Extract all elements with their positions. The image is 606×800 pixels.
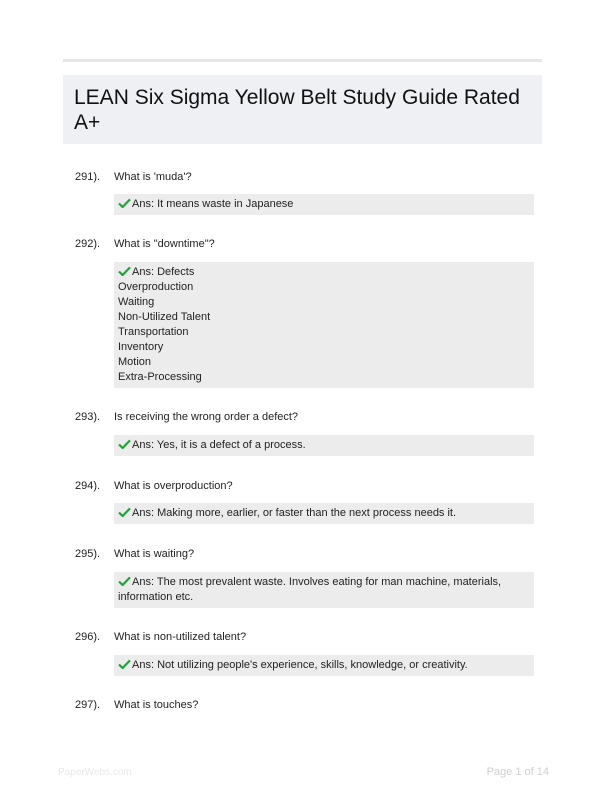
qa-item-294 (63, 479, 542, 519)
question-row (63, 237, 542, 253)
answer-line: Ans: Making more, earlier, or faster than the next process needs it. (118, 506, 531, 521)
question-number: 297). (75, 699, 101, 711)
qa-item-296 (63, 630, 542, 671)
qa-item-295 (63, 547, 542, 603)
footer-watermark: PaperWebs.com (58, 767, 132, 778)
check-icon (118, 576, 131, 586)
qa-item-291 (63, 170, 542, 210)
page-title: LEAN Six Sigma Yellow Belt Study Guide Rated A+ (74, 86, 520, 134)
question-text: What is non-utilized talent? (114, 631, 247, 643)
answer-line: Ans: It means waste in Japanese (118, 197, 531, 212)
answer-line: Inventory (118, 341, 164, 353)
answer-line: Ans: Yes, it is a defect of a process. (118, 438, 531, 453)
answer-line: Extra-Processing (118, 371, 202, 383)
answer-line: Non-Utilized Talent (118, 311, 211, 323)
question-text: What is touches? (114, 699, 199, 711)
answer-box (114, 435, 534, 456)
question-number: 296). (75, 631, 101, 643)
question-text: What is "downtime"? (114, 238, 215, 250)
check-icon (118, 198, 131, 208)
question-text: Is receiving the wrong order a defect? (114, 411, 299, 423)
answer-line: Ans: The most prevalent waste. Involves eating for man machine, materials, (118, 575, 531, 590)
answer-box (114, 194, 534, 215)
page-number: Page 1 of 14 (486, 766, 549, 778)
question-row (63, 479, 542, 495)
question-row (63, 410, 542, 426)
question-number: 294). (75, 480, 101, 492)
question-number: 291). (75, 171, 101, 183)
answer-line: information etc. (118, 591, 194, 603)
question-number: 293). (75, 411, 101, 423)
question-text: What is overproduction? (114, 480, 233, 492)
question-text: What is 'muda'? (114, 171, 192, 183)
check-icon (118, 659, 131, 669)
answer-box (114, 262, 534, 388)
question-number: 295). (75, 548, 101, 560)
question-number: 292). (75, 238, 101, 250)
check-icon (118, 439, 131, 449)
answer-line: Motion (118, 356, 152, 368)
top-divider (63, 59, 542, 62)
qa-item-293 (63, 410, 542, 451)
answer-box (114, 655, 534, 676)
answer-box (114, 572, 534, 608)
answer-line: Ans: Not utilizing people's experience, skills, knowledge, or creativity. (118, 658, 531, 673)
title-banner (63, 75, 542, 144)
check-icon (118, 507, 131, 517)
answer-line: Waiting (118, 296, 155, 308)
answer-line: Transportation (118, 326, 189, 338)
qa-item-292 (63, 237, 542, 383)
question-text: What is waiting? (114, 548, 195, 560)
question-row (63, 630, 542, 646)
answer-box (114, 503, 534, 524)
question-row (63, 170, 542, 186)
qa-item-297 (63, 698, 542, 714)
answer-line: Ans: Defects (118, 265, 531, 280)
check-icon (118, 266, 131, 276)
question-row (63, 698, 542, 714)
answer-line: Overproduction (118, 281, 194, 293)
question-row (63, 547, 542, 563)
